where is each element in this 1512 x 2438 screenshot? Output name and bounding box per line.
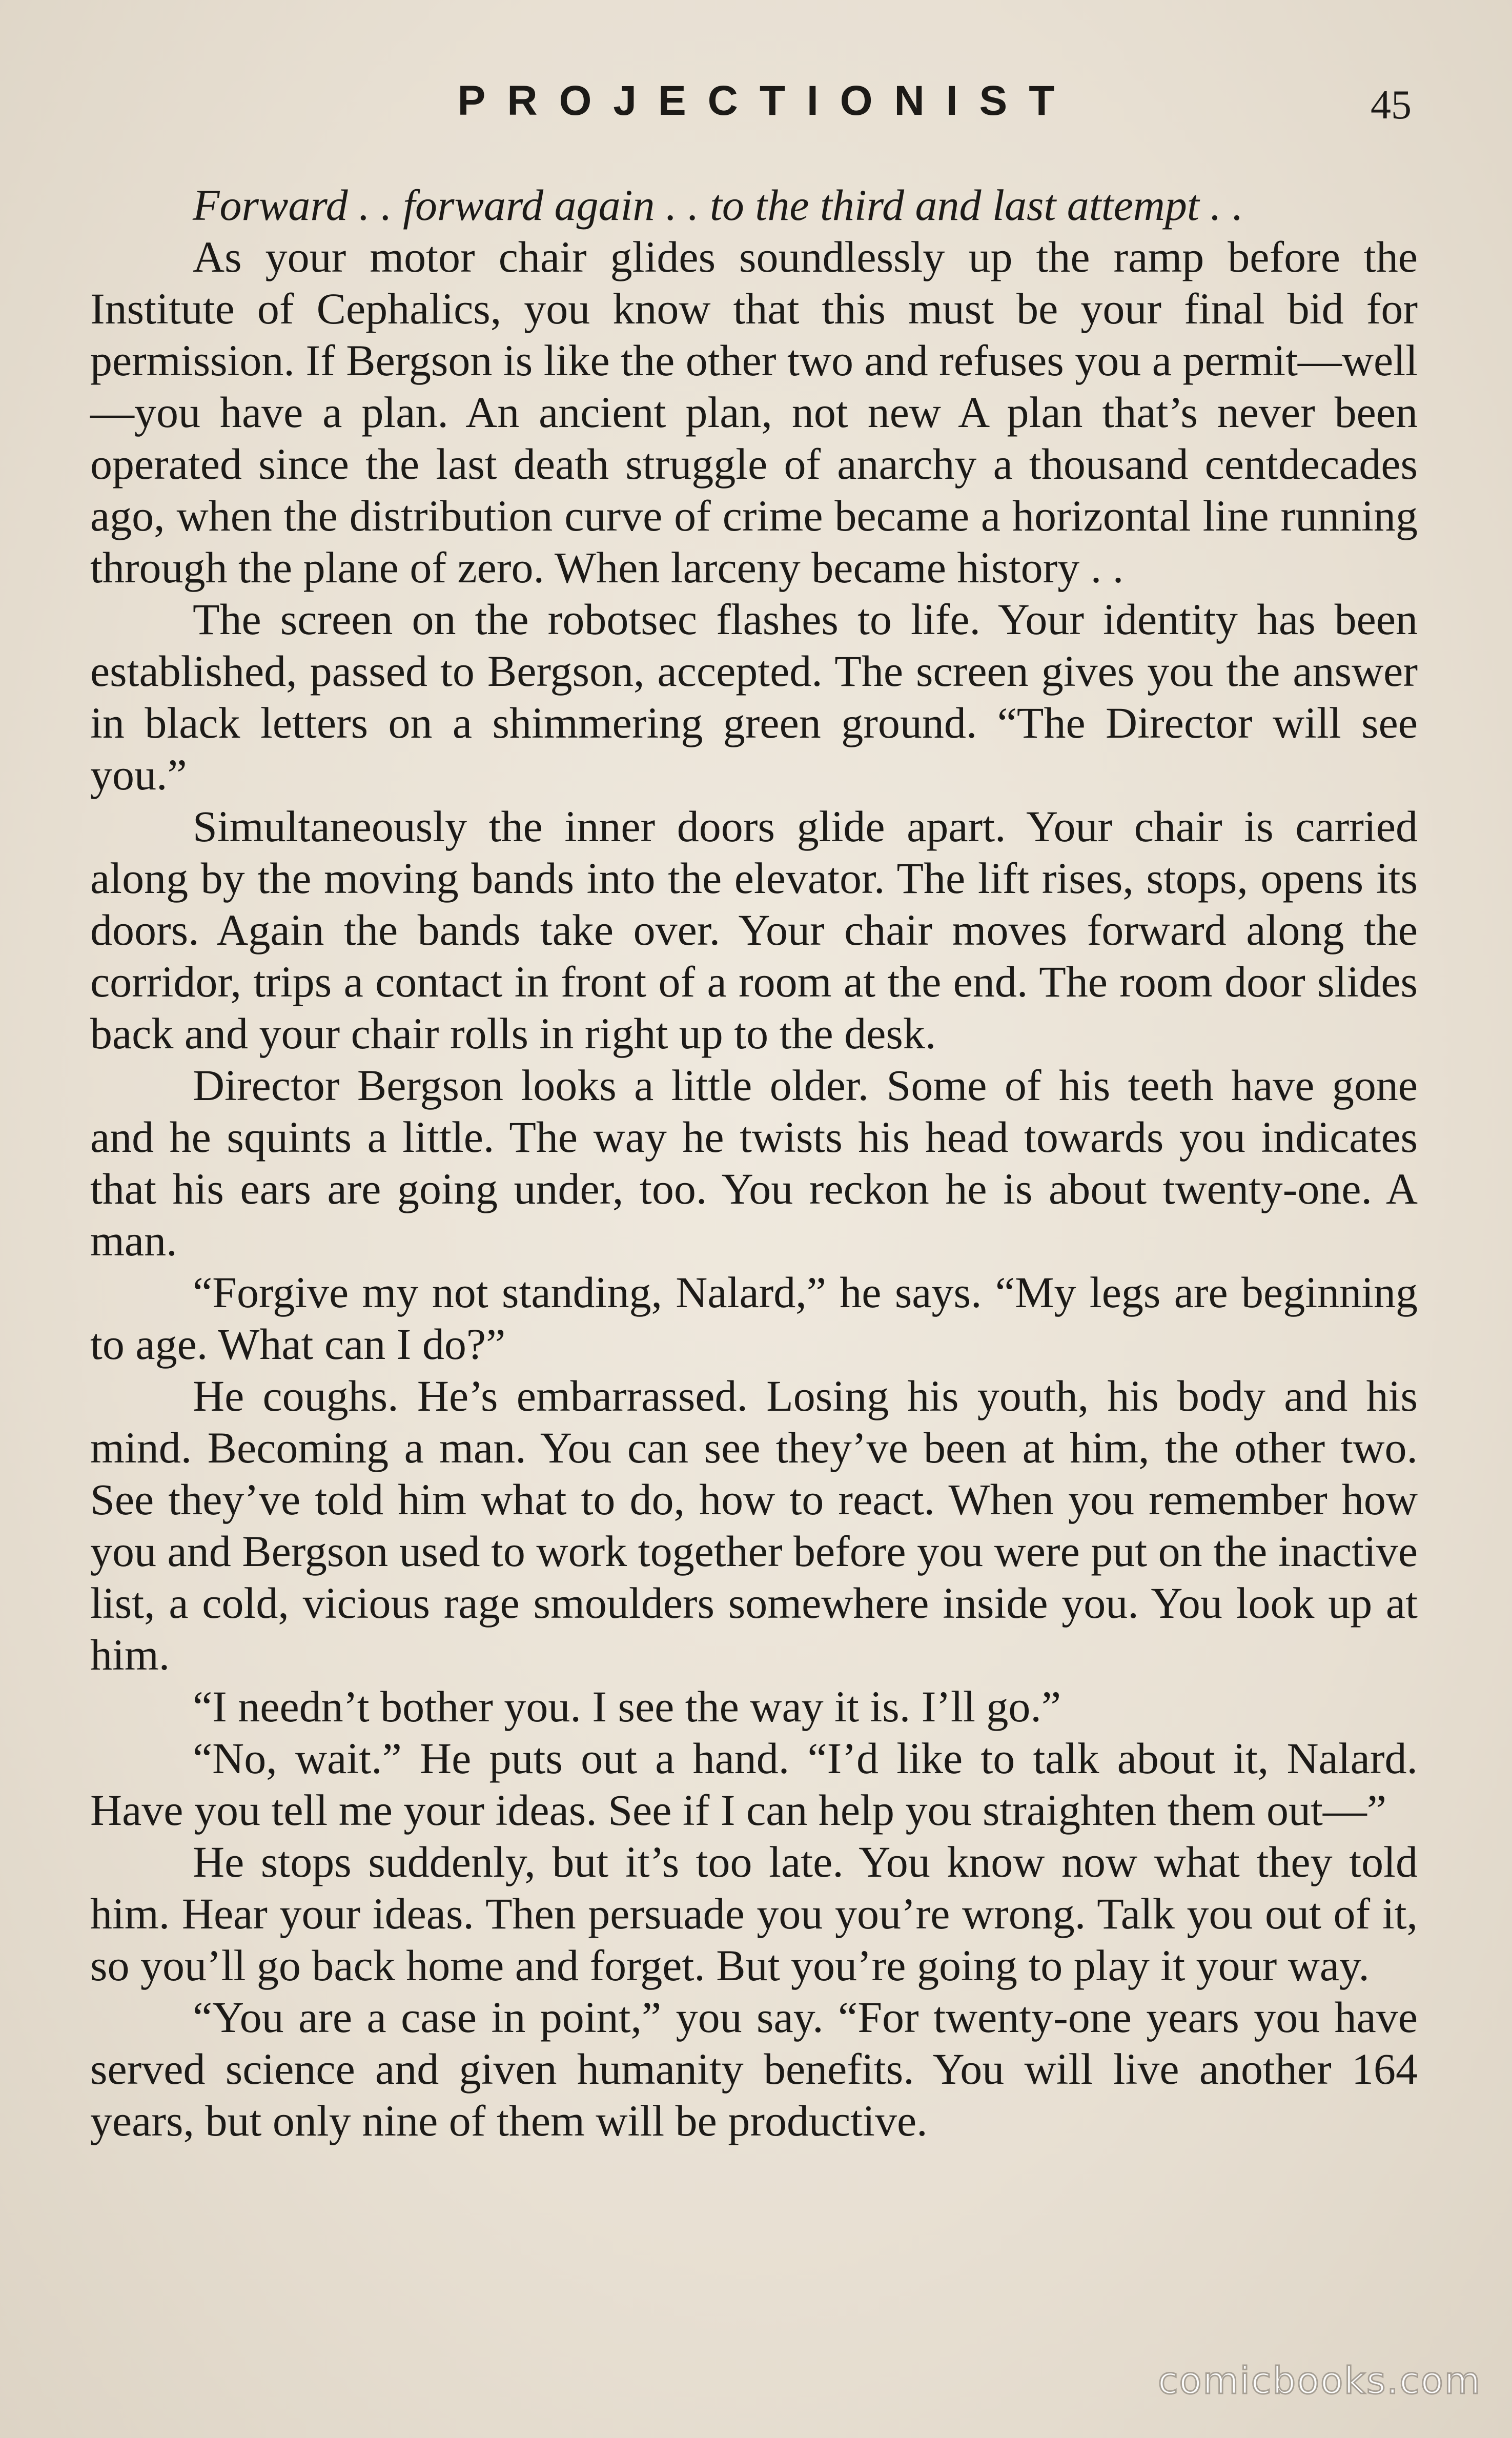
paragraph: “No, wait.” He puts out a hand. “I’d like to talk about it, Nalard. Have you tell me your ideas. See if I can help you straighten them out—”: [90, 1734, 1418, 1835]
paragraph: Director Bergson looks a little older. Some of his teeth have gone and he squints a little. The way he twists his head towards you indicates that his ears are going under, too. You reckon he is about twenty-one. A man.: [90, 1061, 1418, 1265]
paragraph-lead: Forward . . forward again . . to the third and last attempt . .: [193, 180, 1243, 230]
paragraph: The screen on the robotsec flashes to life. Your identity has been established, passed to Bergson, accepted. The screen gives you the answer in black letters on a shimmering green ground. “The Director will see you.”: [90, 595, 1418, 799]
paragraph: “You are a case in point,” you say. “For twenty-one years you have served science and given humanity benefits. You will live another 164 years, but only nine of them will be productive.: [90, 1993, 1418, 2145]
story-text: [90, 179, 1418, 2147]
paragraph: He stops suddenly, but it’s too late. You know now what they told him. Hear your ideas. Then persuade you you’re wrong. Talk you out of it, so you’ll go back home and forget. But you’re going to play it your way.: [90, 1837, 1418, 1990]
page-header: [0, 77, 1512, 133]
paragraph: As your motor chair glides soundlessly up the ramp before the Institute of Cephalics, you know that this must be your final bid for permission. If Bergson is like the other two and refuses you a permit—well—you have a plan. An ancient plan, not new A plan that’s never been operated since the last death struggle of anarchy a thousand centdecades ago, when the distribution curve of crime became a horizontal line running through the plane of zero. When larceny became history . .: [90, 232, 1418, 592]
page-number: 45: [1371, 83, 1412, 128]
paragraph: He coughs. He’s embarrassed. Losing his youth, his body and his mind. Becoming a man. You can see they’ve been at him, the other two. See they’ve told him what to do, how to react. When you remember how you and Bergson used to work together before you were put on the inactive list, a cold, vicious rage smoulders somewhere inside you. You look up at him.: [90, 1371, 1418, 1679]
paragraph: “Forgive my not standing, Nalard,” he says. “My legs are beginning to age. What can I do?”: [90, 1268, 1418, 1369]
paragraph: “I needn’t bother you. I see the way it is. I’ll go.”: [193, 1682, 1061, 1731]
watermark: comicbooks.com: [1157, 2359, 1481, 2402]
running-title: PROJECTIONIST: [457, 77, 1076, 124]
paragraph: Simultaneously the inner doors glide apart. Your chair is carried along by the moving bands into the elevator. The lift rises, stops, opens its doors. Again the bands take over. Your chair moves forward along the corridor, trips a contact in front of a room at the end. The room door slides back and your chair rolls in right up to the desk.: [90, 802, 1418, 1058]
